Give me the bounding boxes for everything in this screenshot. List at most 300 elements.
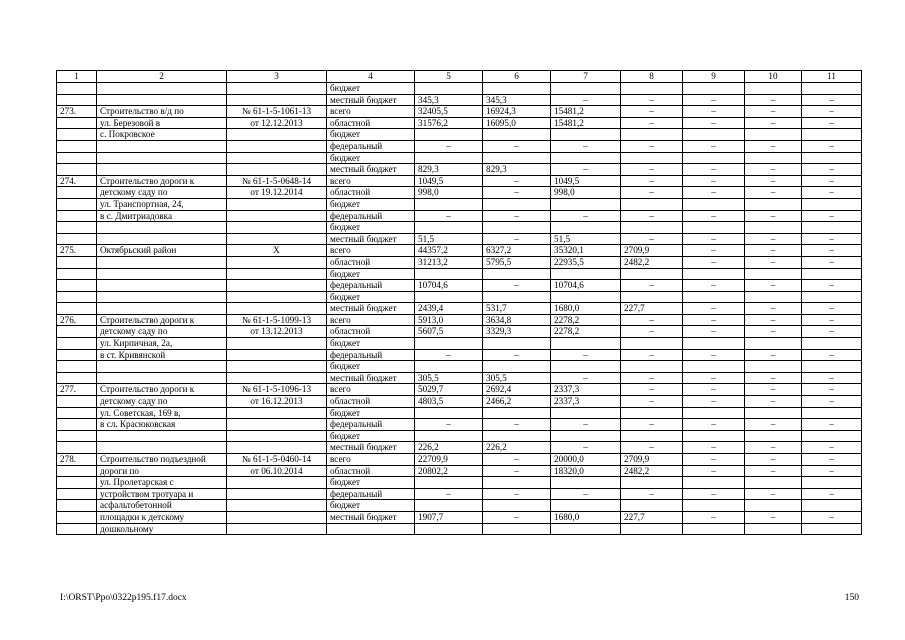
table-cell (57, 140, 97, 152)
table-cell: – (621, 326, 683, 338)
table-cell: 1907,7 (415, 511, 483, 523)
table-cell: 2709,9 (621, 454, 683, 466)
table-cell: местный бюджет (327, 372, 415, 384)
table-cell: – (621, 349, 683, 361)
table-cell: – (745, 117, 802, 129)
table-cell (57, 152, 97, 164)
table-cell (227, 442, 327, 454)
table-cell: бюджет (327, 198, 415, 210)
table-row (57, 465, 862, 477)
column-header: 6 (483, 71, 551, 83)
table-row (57, 198, 862, 210)
table-cell: 2278,2 (551, 326, 621, 338)
table-cell (621, 83, 683, 95)
table-cell: 5607,5 (415, 326, 483, 338)
table-cell (227, 488, 327, 500)
table-cell (57, 94, 97, 106)
table-cell (97, 233, 227, 245)
table-cell: 6327,2 (483, 245, 551, 257)
table-cell: 277. (57, 384, 97, 396)
table-cell (802, 198, 862, 210)
table-cell: – (621, 384, 683, 396)
table-cell (227, 210, 327, 222)
table-cell: 226,2 (483, 442, 551, 454)
table-cell (227, 338, 327, 350)
table-cell: – (745, 419, 802, 431)
table-cell (97, 280, 227, 292)
table-cell: – (745, 454, 802, 466)
table-cell (97, 83, 227, 95)
table-cell: – (621, 442, 683, 454)
table-cell: федеральный (327, 488, 415, 500)
table-cell: – (621, 106, 683, 118)
table-cell (415, 291, 483, 303)
table-cell: – (683, 117, 745, 129)
table-cell (802, 83, 862, 95)
table-cell: областной (327, 396, 415, 408)
table-row (57, 233, 862, 245)
table-cell: – (745, 256, 802, 268)
table-cell: – (621, 210, 683, 222)
table-cell: – (745, 280, 802, 292)
table-cell: – (802, 117, 862, 129)
column-header: 10 (745, 71, 802, 83)
table-cell: 3329,3 (483, 326, 551, 338)
table-cell: Х (227, 245, 327, 257)
table-cell: – (683, 442, 745, 454)
table-cell (483, 198, 551, 210)
table-cell: 5913,0 (415, 314, 483, 326)
table-cell (621, 198, 683, 210)
column-header: 2 (97, 71, 227, 83)
table-cell (483, 338, 551, 350)
table-cell: № 61-1-5-0460-14 (227, 454, 327, 466)
table-row (57, 152, 862, 164)
table-cell (57, 210, 97, 222)
table-cell: – (551, 164, 621, 176)
table-cell: – (745, 442, 802, 454)
table-cell (551, 222, 621, 234)
table-cell: – (483, 233, 551, 245)
table-cell: 305,5 (415, 372, 483, 384)
table-cell (57, 83, 97, 95)
table-cell (415, 407, 483, 419)
table-cell (745, 222, 802, 234)
table-cell: – (621, 488, 683, 500)
table-cell (97, 256, 227, 268)
table-cell: – (621, 233, 683, 245)
table-cell (802, 338, 862, 350)
table-cell (227, 140, 327, 152)
table-cell (745, 430, 802, 442)
table-cell (227, 303, 327, 315)
table-cell: дошкольному (97, 523, 227, 535)
table-cell: 5795,5 (483, 256, 551, 268)
table-cell: 16095,0 (483, 117, 551, 129)
table-cell (802, 129, 862, 141)
table-cell: – (415, 140, 483, 152)
table-cell (745, 523, 802, 535)
table-cell (227, 129, 327, 141)
table-cell: всего (327, 384, 415, 396)
table-cell: детскому саду по (97, 396, 227, 408)
table-cell (551, 500, 621, 512)
table-cell (57, 361, 97, 373)
table-cell: – (802, 280, 862, 292)
table-cell: – (483, 140, 551, 152)
table-cell (551, 129, 621, 141)
table-row (57, 384, 862, 396)
table-cell: – (483, 175, 551, 187)
table-cell: – (683, 384, 745, 396)
table-cell: 20000,0 (551, 454, 621, 466)
table-cell: – (802, 314, 862, 326)
table-cell (683, 500, 745, 512)
table-cell: – (683, 175, 745, 187)
table-cell: – (802, 303, 862, 315)
table-cell (57, 396, 97, 408)
table-cell (57, 326, 97, 338)
table-cell: 829,3 (415, 164, 483, 176)
table-cell (227, 430, 327, 442)
table-cell (683, 477, 745, 489)
table-cell: – (802, 106, 862, 118)
table-cell: 4803,5 (415, 396, 483, 408)
table-cell (802, 500, 862, 512)
table-cell: 531,7 (483, 303, 551, 315)
table-cell (483, 361, 551, 373)
table-cell: 35320,1 (551, 245, 621, 257)
table-cell: – (745, 465, 802, 477)
table-cell (415, 268, 483, 280)
table-cell: – (745, 106, 802, 118)
table-cell: бюджет (327, 152, 415, 164)
table-cell (483, 291, 551, 303)
table-cell: – (683, 233, 745, 245)
table-cell (227, 407, 327, 419)
table-row (57, 430, 862, 442)
table-cell: всего (327, 175, 415, 187)
table-cell (551, 523, 621, 535)
table-cell: 32405,5 (415, 106, 483, 118)
table-cell: – (415, 488, 483, 500)
table-cell: от 19.12.2014 (227, 187, 327, 199)
table-cell: местный бюджет (327, 442, 415, 454)
table-cell: – (802, 454, 862, 466)
table-cell (621, 268, 683, 280)
table-cell: устройством тротуара и (97, 488, 227, 500)
table-cell: – (683, 396, 745, 408)
table-cell: 227,7 (621, 511, 683, 523)
table-cell: бюджет (327, 407, 415, 419)
table-cell: – (802, 256, 862, 268)
table-cell: Строительство подъездной (97, 454, 227, 466)
table-cell: – (745, 372, 802, 384)
table-cell (227, 280, 327, 292)
table-cell (745, 291, 802, 303)
table-cell (57, 338, 97, 350)
table-row (57, 280, 862, 292)
column-header: 4 (327, 71, 415, 83)
table-row (57, 175, 862, 187)
table-cell: федеральный (327, 419, 415, 431)
table-cell: 278. (57, 454, 97, 466)
table-row (57, 477, 862, 489)
table-cell (227, 419, 327, 431)
table-cell: в сл. Красюковская (97, 419, 227, 431)
table-cell (745, 268, 802, 280)
table-cell (683, 407, 745, 419)
table-cell (57, 117, 97, 129)
table-cell (97, 372, 227, 384)
table-cell: 998,0 (415, 187, 483, 199)
table-cell (57, 349, 97, 361)
table-cell: – (483, 280, 551, 292)
table-cell: бюджет (327, 129, 415, 141)
table-cell: всего (327, 314, 415, 326)
table-cell: 274. (57, 175, 97, 187)
table-cell (551, 477, 621, 489)
table-cell: 226,2 (415, 442, 483, 454)
table-cell (227, 372, 327, 384)
table-cell (483, 523, 551, 535)
table-cell: – (802, 94, 862, 106)
table-cell: – (483, 488, 551, 500)
table-cell (683, 129, 745, 141)
table-cell (57, 500, 97, 512)
table-cell (621, 291, 683, 303)
table-cell (802, 291, 862, 303)
table-cell: – (802, 187, 862, 199)
table-cell: – (802, 175, 862, 187)
table-cell: 273. (57, 106, 97, 118)
table-cell: – (802, 442, 862, 454)
table-cell (415, 198, 483, 210)
table-cell (745, 83, 802, 95)
table-cell (415, 338, 483, 350)
table-cell: ул. Пролетарская с (97, 477, 227, 489)
table-cell (327, 523, 415, 535)
table-row (57, 303, 862, 315)
table-row (57, 488, 862, 500)
table-row (57, 268, 862, 280)
table-cell: – (745, 94, 802, 106)
table-cell (802, 152, 862, 164)
table-cell: – (683, 349, 745, 361)
table-cell: ул. Советская, 169 в, (97, 407, 227, 419)
table-cell: 345,3 (483, 94, 551, 106)
table-cell (483, 477, 551, 489)
table-cell: 1680,0 (551, 511, 621, 523)
table-cell: местный бюджет (327, 303, 415, 315)
column-header: 1 (57, 71, 97, 83)
table-cell: – (802, 245, 862, 257)
table-cell (57, 465, 97, 477)
table-cell (97, 303, 227, 315)
table-cell (745, 477, 802, 489)
table-cell: – (802, 233, 862, 245)
table-cell (745, 198, 802, 210)
table-cell: бюджет (327, 338, 415, 350)
budget-table (56, 70, 862, 535)
table-cell (621, 523, 683, 535)
table-row (57, 454, 862, 466)
table-cell: – (802, 210, 862, 222)
table-cell (97, 94, 227, 106)
table-cell (621, 407, 683, 419)
table-cell (551, 83, 621, 95)
table-cell (683, 291, 745, 303)
table-cell (683, 83, 745, 95)
table-cell: – (683, 245, 745, 257)
table-cell: – (802, 372, 862, 384)
table-cell (227, 523, 327, 535)
table-cell (621, 361, 683, 373)
table-row (57, 117, 862, 129)
table-cell (683, 523, 745, 535)
table-cell: детскому саду по (97, 326, 227, 338)
table-cell (802, 407, 862, 419)
table-cell (415, 361, 483, 373)
table-cell: – (415, 210, 483, 222)
table-cell (683, 222, 745, 234)
table-cell (551, 268, 621, 280)
table-cell (227, 233, 327, 245)
table-row (57, 500, 862, 512)
table-cell (97, 140, 227, 152)
table-cell: 44357,2 (415, 245, 483, 257)
table-cell (802, 430, 862, 442)
table-cell: – (745, 164, 802, 176)
table-cell (57, 442, 97, 454)
table-cell (415, 523, 483, 535)
table-cell (57, 477, 97, 489)
table-cell (97, 222, 227, 234)
table-cell (227, 94, 327, 106)
column-header: 11 (802, 71, 862, 83)
table-row (57, 523, 862, 535)
table-cell: – (551, 349, 621, 361)
table-cell: – (683, 372, 745, 384)
table-row (57, 338, 862, 350)
table-cell (97, 268, 227, 280)
table-cell (483, 222, 551, 234)
table-cell: – (621, 314, 683, 326)
table-cell: Строительство дороги к (97, 314, 227, 326)
table-cell: от 13.12.2013 (227, 326, 327, 338)
table-cell: 15481,2 (551, 106, 621, 118)
table-cell: – (483, 454, 551, 466)
table-cell (802, 222, 862, 234)
table-cell: 2482,2 (621, 465, 683, 477)
table-cell: – (415, 349, 483, 361)
table-cell: федеральный (327, 349, 415, 361)
table-cell: – (745, 245, 802, 257)
table-cell (551, 430, 621, 442)
table-cell: 10704,6 (415, 280, 483, 292)
table-cell (57, 291, 97, 303)
table-row (57, 396, 862, 408)
table-cell (551, 291, 621, 303)
table-cell: 18320,0 (551, 465, 621, 477)
table-cell: – (621, 94, 683, 106)
column-header: 8 (621, 71, 683, 83)
table-cell (57, 256, 97, 268)
table-cell: – (683, 280, 745, 292)
table-cell (745, 500, 802, 512)
table-cell: 2466,2 (483, 396, 551, 408)
table-cell (683, 198, 745, 210)
table-cell (57, 129, 97, 141)
table-cell: – (683, 140, 745, 152)
table-cell: федеральный (327, 140, 415, 152)
table-cell (802, 477, 862, 489)
table-cell: № 61-1-5-1099-13 (227, 314, 327, 326)
column-header: 3 (227, 71, 327, 83)
table-cell: 31576,2 (415, 117, 483, 129)
table-cell (483, 500, 551, 512)
table-cell: – (802, 511, 862, 523)
table-cell (483, 430, 551, 442)
table-row (57, 164, 862, 176)
table-cell: 2482,2 (621, 256, 683, 268)
table-cell (57, 511, 97, 523)
table-row (57, 511, 862, 523)
table-cell: 20802,2 (415, 465, 483, 477)
table-cell (97, 164, 227, 176)
table-cell: – (551, 210, 621, 222)
table-cell: Строительство дороги к (97, 384, 227, 396)
table-cell: – (483, 419, 551, 431)
table-cell (621, 430, 683, 442)
table-cell: – (551, 488, 621, 500)
file-path: I:\ORST\Ppo\0322p195.f17.docx (60, 593, 187, 603)
table-cell: – (802, 465, 862, 477)
table-cell: – (802, 488, 862, 500)
column-header: 9 (683, 71, 745, 83)
table-cell (483, 407, 551, 419)
table-cell: – (802, 349, 862, 361)
table-row (57, 222, 862, 234)
table-cell (227, 83, 327, 95)
table-row (57, 349, 862, 361)
table-cell: – (621, 164, 683, 176)
table-cell (415, 129, 483, 141)
column-header: 5 (415, 71, 483, 83)
table-cell: ул. Кирпичная, 2а, (97, 338, 227, 350)
table-cell: – (621, 187, 683, 199)
table-cell (621, 129, 683, 141)
table-cell: – (483, 511, 551, 523)
table-cell: бюджет (327, 83, 415, 95)
table-cell: 5029,7 (415, 384, 483, 396)
table-cell: – (802, 326, 862, 338)
table-cell: областной (327, 326, 415, 338)
table-cell (227, 500, 327, 512)
table-cell: 22709,9 (415, 454, 483, 466)
table-cell (621, 477, 683, 489)
table-row (57, 442, 862, 454)
table-cell: – (621, 140, 683, 152)
table-cell: – (683, 454, 745, 466)
table-cell (683, 361, 745, 373)
table-cell: – (745, 187, 802, 199)
table-cell: федеральный (327, 210, 415, 222)
table-cell: местный бюджет (327, 233, 415, 245)
table-cell (57, 164, 97, 176)
table-cell: – (745, 314, 802, 326)
table-cell (415, 222, 483, 234)
